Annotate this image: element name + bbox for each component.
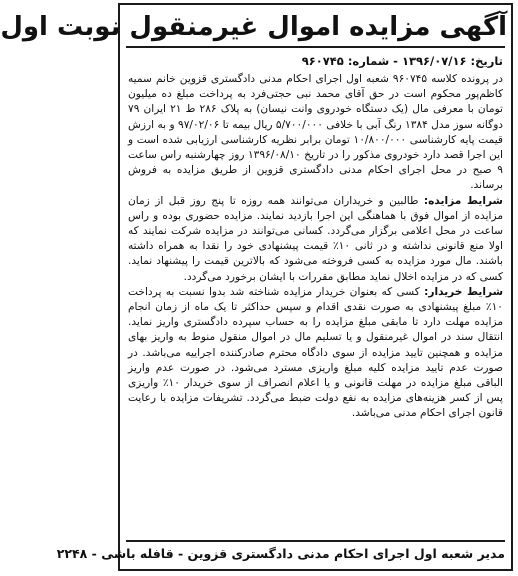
title-divider	[126, 46, 505, 48]
notice-signature-footer: مدیر شعبه اول اجرای احکام مدنی دادگستری قزوین - قافله باشی - ۲۲۴۸	[126, 540, 505, 566]
buyer-terms-text: کسی که بعنوان خریدار مزایده شناخته شد بدوا نسبت به پرداخت ۱۰٪ مبلغ پیشنهادی به صورت نقدی اقدام و سپس حداکثر تا یک ماه از زمان انجام مزایده مهلت دارد تا مابقی مبلغ مزایده را به حساب سپرده دادگستری واریز نماید. انتقال سند در اموال غیرمنقول و یا تسلیم مال در اموال منقول منوط به واریز بهای مزایده و همچنین تایید مزایده از سوی دادگاه محترم صادرکننده اجراییه می‌باشد. در صورت عدم تایید مزایده کلیه مبلغ واریزی مسترد می‌شود. در صورت عدم واریز الباقی مبلغ مزایده در مهلت قانونی و یا اعلام انصراف از سوی خریدار ۱۰٪ واریزی پس از کسر هزینه‌های مزایده به نفع دولت ضبط می‌گردد. تشریفات مزایده با رعایت قانون اجرای احکام مدنی می‌باشد.	[128, 285, 503, 420]
buyer-terms-heading: شرایط خریدار:	[424, 285, 503, 298]
buyer-terms-paragraph	[128, 285, 503, 422]
auction-terms-heading: شرایط مزایده:	[423, 194, 503, 207]
notice-date-line: تاریخ: ۱۳۹۶/۰۷/۱۶ - شماره: ۹۶۰۷۴۵	[301, 54, 503, 68]
auction-terms-paragraph	[128, 194, 503, 285]
notice-title: آگهی مزایده اموال غیرمنقول نوبت اول	[0, 12, 507, 42]
case-paragraph: در پرونده کلاسه ۹۶۰۷۴۵ شعبه اول اجرای احکام مدنی دادگستری قزوین خانم سمیه کاظم‌پور محکوم است در حق آقای محمد نبی حجتی‌فرد به پرداخت مبلغ ده میلیون تومان با معرفی مال (یک دستگاه خودروی وانت نیسان) به پلاک ۲۸۶ ط ۲۱ ایران ۷۹ دوگانه سوز مدل ۱۳۸۴ رنگ آبی با خلافی ۵/۷۰۰/۰۰۰ ریال بیمه تا ۹۷/۰۲/۰۶ و به ارزش قیمت پایه کارشناسی ۱۰/۸۰۰/۰۰۰ تومان برابر نظریه کارشناسی ارزیابی شده است و این اجرا قصد دارد خودروی مذکور را در تاریخ ۱۳۹۶/۰۸/۱۰ روز چهارشنبه راس ساعت ۹ صبح در محل اجرای احکام مدنی دادگستری قزوین از طریق مزایده به فروش برساند.	[128, 73, 504, 192]
auction-terms-text: طالبین و خریداران می‌توانند همه روزه تا پنج روز قبل از زمان مزایده از اموال فوق با هماهنگی این اجرا بازدید نمایند. مزایده حضوری بوده و راس ساعت در محل اعلامی برگزار می‌گردد. کسانی می‌توانند در مزایده شرکت نمایند که اولا منع قانونی نداشته و در ثانی ۱۰٪ قیمت پیشنهادی خود را نقدا به همراه داشته باشند. مال مورد مزایده به کسی فروخته می‌شود که بالاترین قیمت را پیشنهاد نماید. کسی که در مزایده اخلال نماید مطابق مقررات با ایشان برخورد می‌گردد.	[128, 194, 503, 283]
auction-notice	[0, 3, 513, 571]
notice-body	[128, 72, 503, 422]
